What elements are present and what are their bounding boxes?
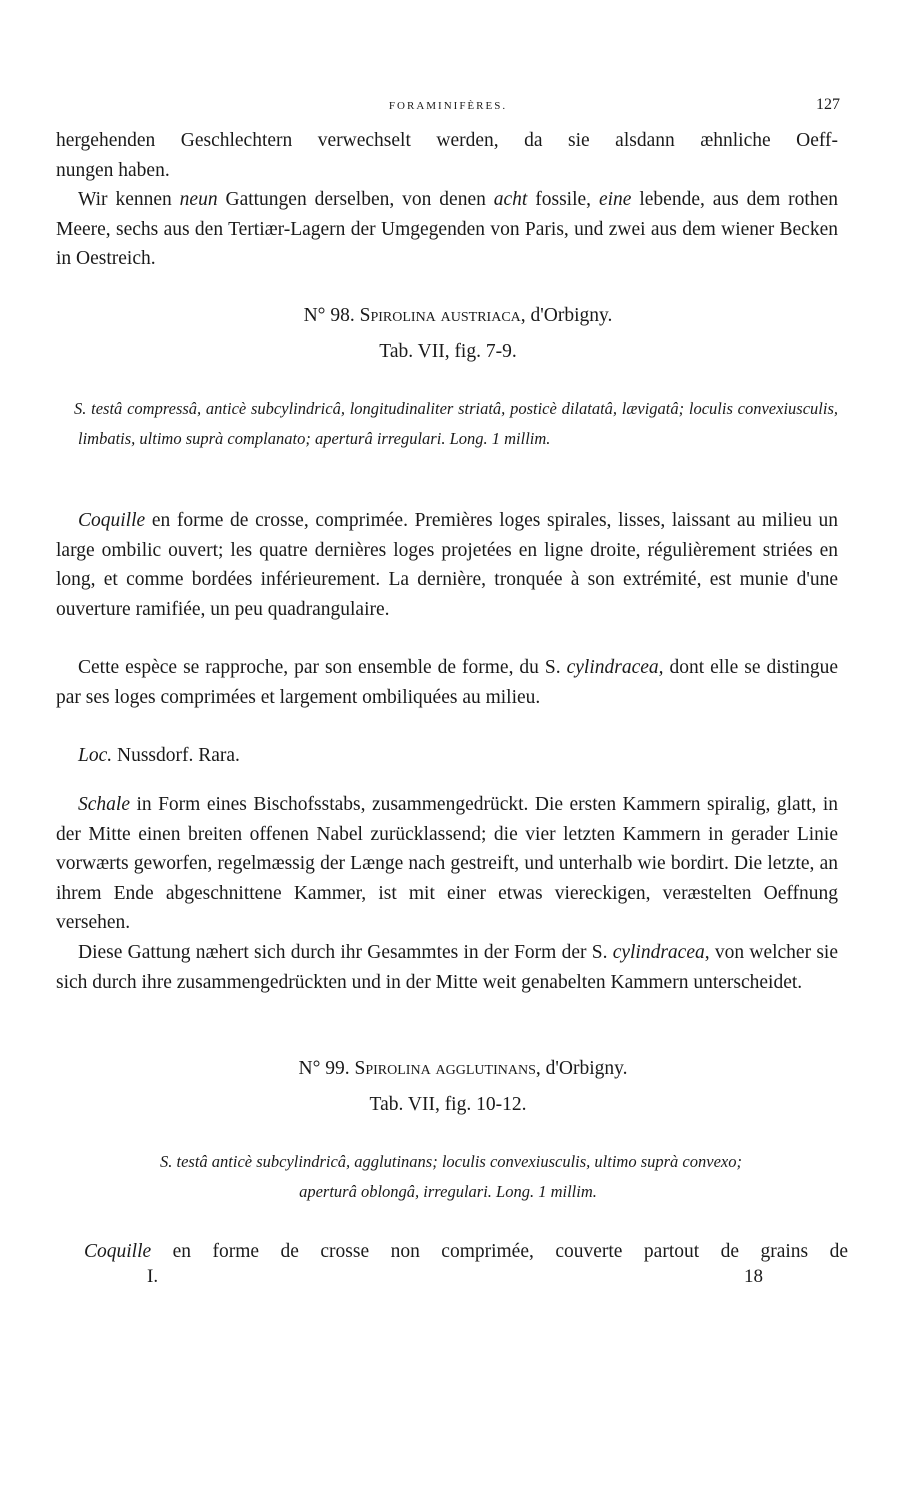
species-98-number: N° 98. xyxy=(303,305,355,326)
species-99-plate: Tab. VII, fig. 10-12. xyxy=(369,1094,527,1115)
species-98-plate: Tab. VII, fig. 7-9. xyxy=(379,341,517,362)
intro-line-2: nungen haben. xyxy=(56,160,170,181)
species-98-german-description: Schale in Form eines Bischofsstabs, zusammengedrückt. Die ersten Kammern spiralig, glatt, in der Mitte einen breiten offenen Nabel zurücklassend; die vier letzten Kammern in gerader Linie vorwærts geworfen, regelmæssig der Længe nach gestreift, und unterhalb wie bordirt. Die letzte, an ihrem Ende abgeschnittene Kammer, ist mit einer etwas viereckigen, veræstelten Oeffnung versehen. xyxy=(56,794,838,933)
word-acht: acht xyxy=(493,189,528,210)
sheet-number: 18 xyxy=(744,1266,763,1287)
species-99-french-description: Coquille en forme de crosse non comprimée, couverte partout de grains de xyxy=(84,1241,848,1262)
running-title: FORAMINIFÈRES. xyxy=(388,100,508,112)
species-98-german-comparison: Diese Gattung næhert sich durch ihr Gesammtes in der Form der S. cylindracea, von welcher sie sich durch ihre zusammengedrückten und in der Mitte weit genabelten Kammern unterscheidet. xyxy=(56,942,838,993)
species-98-french-comparison: Cette espèce se rapproche, par son ensemble de forme, du S. cylindracea, dont elle se distingue par ses loges comprimées et largement ombiliquées au milieu. xyxy=(56,657,838,708)
species-98-heading xyxy=(56,305,840,327)
species-99-latin-line-2: aperturâ oblongâ, irregulari. Long. 1 millim. xyxy=(299,1182,597,1201)
species-98-author: , d'Orbigny. xyxy=(520,305,613,326)
species-98-french-description: Coquille en forme de crosse, comprimée. Premières loges spirales, lisses, laissant au milieu un large ombilic ouvert; les quatre dernières loges projetées en ligne droite, régulièrement striées en long, et comme bordées inférieurement. La dernière, tronquée à son extrémité, est munie d'une ouverture ramifiée, un peu quadrangulaire. xyxy=(56,510,838,620)
signature-mark: I. xyxy=(147,1266,159,1287)
species-99-number: N° 99. xyxy=(298,1058,350,1079)
species-99-heading xyxy=(56,1058,840,1080)
species-98-latin-diagnosis: S. testâ compressâ, anticè subcylindricâ, longitudinaliter striatâ, posticè dilatatâ, lævigatâ; loculis convexiusculis, limbatis, ultimo suprà complanato; aperturâ irregulari. Long. 1 millim. xyxy=(74,399,838,448)
word-eine: eine xyxy=(598,189,632,210)
running-header xyxy=(56,96,840,120)
species-99-author: , d'Orbigny. xyxy=(535,1058,628,1079)
intro-paragraph-2: Wir kennen neun Gattungen derselben, von denen acht fossile, eine lebende, aus dem rothen Meere, sechs aus den Tertiær-Lagern der Umgegenden von Paris, und zwei aus dem wiener Becken in Oestreich. xyxy=(56,189,838,269)
intro-line-1: hergehenden Geschlechtern verwechselt werden, da sie alsdann æhnliche Oeff- xyxy=(56,130,838,151)
page-number: 127 xyxy=(816,96,840,113)
species-99-name: Spirolina agglutinans xyxy=(354,1058,536,1079)
species-98-locality: Loc. Nussdorf. Rara. xyxy=(78,745,240,766)
word-neun: neun xyxy=(179,189,218,210)
species-99-latin-line-1: S. testâ anticè subcylindricâ, agglutinans; loculis convexiusculis, ultimo suprà convexo; xyxy=(160,1152,742,1171)
species-98-name: Spirolina austriaca xyxy=(359,305,521,326)
